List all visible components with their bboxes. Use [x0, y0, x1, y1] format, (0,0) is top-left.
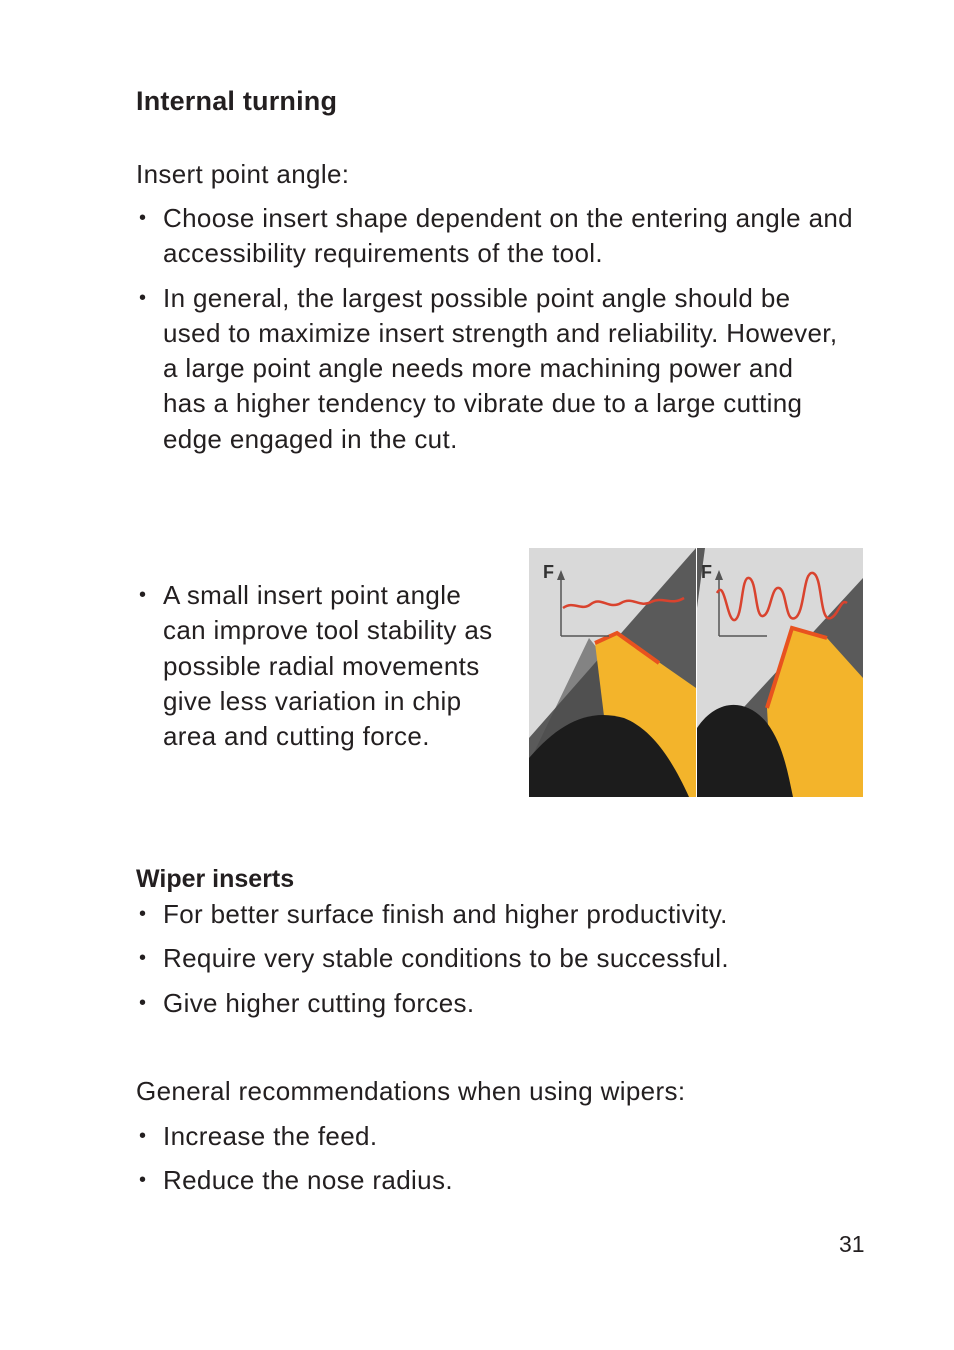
list-item: • A small insert point angle can improve tool stability as possible radial movements give less variation in chip area and cutting force.: [136, 578, 508, 754]
wiper-list: [136, 897, 876, 1021]
list-item: • Choose insert shape dependent on the entering angle and accessibility requirements of the tool.: [136, 201, 863, 272]
page-heading: Internal turning: [136, 86, 338, 116]
page-number: 31: [839, 1231, 865, 1257]
list-item: • Give higher cutting forces.: [136, 986, 876, 1021]
force-axis-label: F: [701, 562, 712, 582]
list-item: • In general, the largest possible point angle should be used to maximize insert strength and reliability. However, a large point angle needs more machining power and has a higher tendency to vibrate due to a large cutting edge engaged in the cut.: [136, 281, 843, 457]
small-point-angle-panel: [529, 548, 696, 797]
point-angle-figure: [529, 548, 863, 797]
list-item: • Reduce the nose radius.: [136, 1163, 876, 1198]
list-item: • Increase the feed.: [136, 1119, 876, 1154]
small-angle-list: [136, 578, 508, 754]
recommendations-list: [136, 1119, 876, 1199]
list-item: • Require very stable conditions to be successful.: [136, 941, 876, 976]
force-axis-label: F: [543, 562, 554, 582]
point-angle-intro: Insert point angle:: [136, 159, 350, 189]
point-angle-list: [136, 201, 876, 457]
recommendations-intro: General recommendations when using wipers:: [136, 1076, 686, 1106]
wiper-heading: Wiper inserts: [136, 865, 295, 893]
large-point-angle-panel: [697, 548, 863, 797]
list-item: • For better surface finish and higher productivity.: [136, 897, 876, 932]
